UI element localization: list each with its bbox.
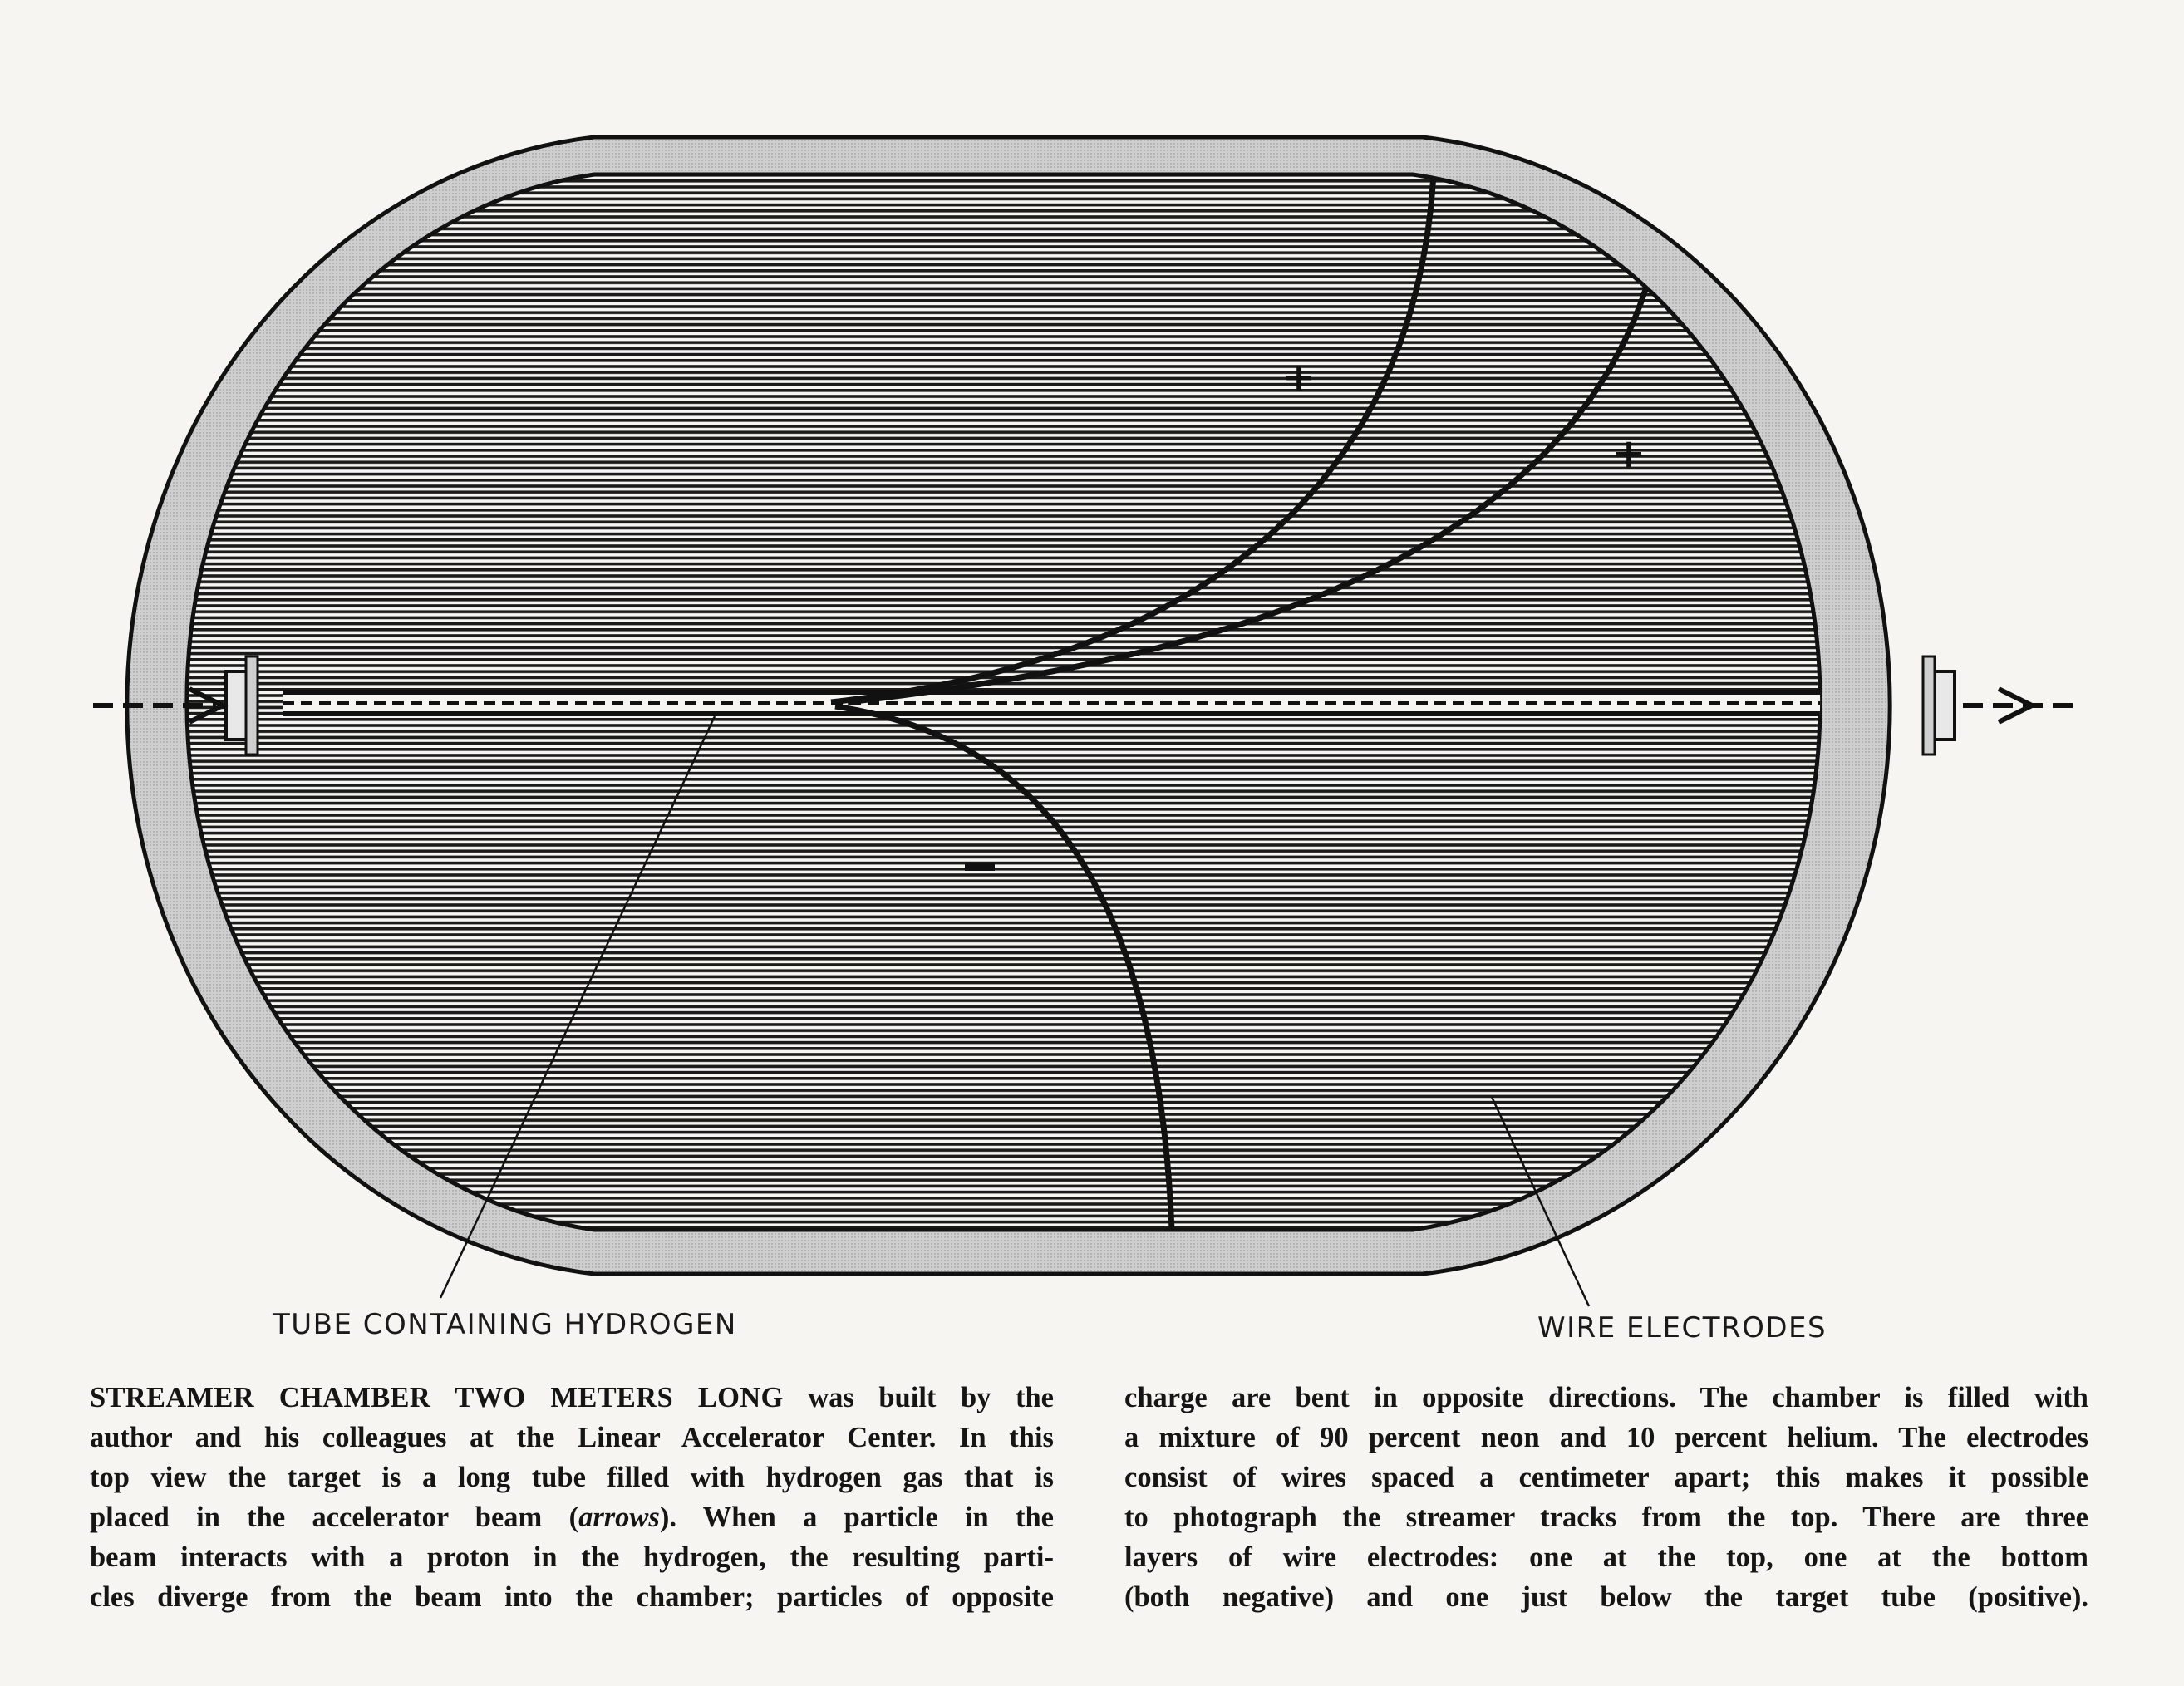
caption-line: top view the target is a long tube filled with hydrogen gas that is: [90, 1462, 1054, 1493]
caption-line: charge are bent in opposite directions. The chamber is filled with: [1124, 1382, 2088, 1413]
caption-line: cles diverge from the beam into the chamber; particles of opposite: [90, 1581, 1054, 1613]
caption-line: [90, 1497, 1054, 1537]
caption-line-text: ). When a particle in the: [659, 1502, 1054, 1533]
caption-lead: STREAMER CHAMBER TWO METERS LONG: [90, 1382, 784, 1413]
left-flange: [246, 656, 258, 755]
caption-line: layers of wire electrodes: one at the top, one at the bottom: [1124, 1541, 2088, 1573]
wire-electrodes-label: WIRE ELECTRODES: [1537, 1311, 1827, 1344]
caption-left-column: [90, 1378, 1054, 1617]
plus-marker-1: +: [1281, 354, 1316, 401]
hydrogen-tube: [283, 691, 1911, 715]
caption-line: [90, 1378, 1054, 1418]
caption-line: (both negative) and one just below the target tube (positive).: [1124, 1581, 2088, 1613]
caption-line-text: was built by the: [783, 1382, 1054, 1413]
caption-right-column: [1124, 1378, 2088, 1617]
beam-arrow-out: [1963, 689, 2082, 722]
caption-line: author and his colleagues at the Linear Accelerator Center. In this: [90, 1422, 1054, 1453]
caption-line-text: placed in the accelerator beam (: [90, 1502, 579, 1533]
right-flange: [1923, 656, 1935, 755]
caption-arrows-word: arrows: [578, 1502, 660, 1533]
caption-line: beam interacts with a proton in the hydrogen, the resulting parti-: [90, 1541, 1054, 1573]
minus-marker: [965, 863, 995, 871]
tube-label: TUBE CONTAINING HYDROGEN: [273, 1308, 737, 1341]
caption-line: consist of wires spaced a centimeter apart; this makes it possible: [1124, 1462, 2088, 1493]
caption-line: to photograph the streamer tracks from the top. There are three: [1124, 1502, 2088, 1533]
plus-marker-2: +: [1611, 430, 1646, 477]
caption-line: a mixture of 90 percent neon and 10 percent helium. The electrodes: [1124, 1422, 2088, 1453]
